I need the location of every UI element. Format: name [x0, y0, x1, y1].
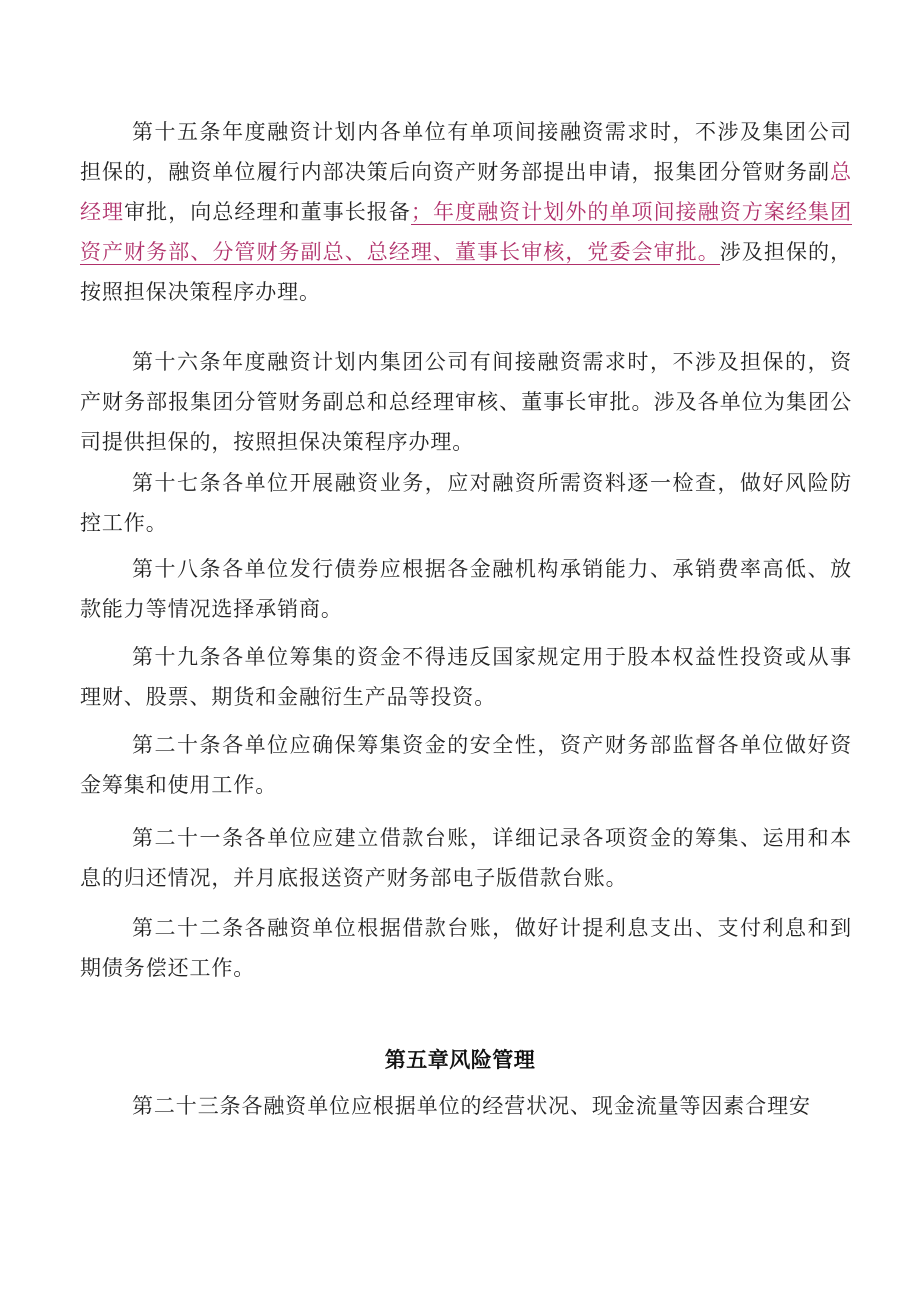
article-16: 第十六条年度融资计划内集团公司有间接融资需求时，不涉及担保的，资产财务部报集团分管财务副总和总经理审核、董事长审批。涉及各单位为集团公司提供担保的，按照担保决策程序办理。 — [80, 350, 852, 454]
article-15-revision: ；年度融资计划外的单项间接融资方案经集团资产财务部、分管财务副总、总经理、董事长审核，党委会审批。 — [80, 200, 852, 264]
chapter-5-title: 第五章风险管理 — [384, 1048, 536, 1072]
article-21: 第二十一条各单位应建立借款台账，详细记录各项资金的筹集、运用和本息的归还情况，并月底报送资产财务部电子版借款台账。 — [80, 826, 852, 890]
article-15-text-2: 审批，向总经理和董事长报备 — [124, 200, 411, 224]
article-15 — [80, 112, 852, 312]
article-17: 第十七条各单位开展融资业务，应对融资所需资料逐一检查，做好风险防控工作。 — [80, 471, 852, 535]
article-15-text-1: 第十五条年度融资计划内各单位有单项间接融资需求时，不涉及集团公司担保的，融资单位履行内部决策后向资产财务部提出申请，报集团分管财务副 — [80, 120, 852, 184]
article-15-text-3: 涉及担保的，按照担保决策程序办理。 — [80, 240, 852, 304]
article-23: 第二十三条各融资单位应根据单位的经营状况、现金流量等因素合理安 — [132, 1094, 811, 1118]
article-22: 第二十二条各融资单位根据借款台账，做好计提利息支出、支付利息和到期债务偿还工作。 — [80, 916, 852, 980]
article-20: 第二十条各单位应确保筹集资金的安全性，资产财务部监督各单位做好资金筹集和使用工作。 — [80, 733, 852, 797]
article-18: 第十八条各单位发行债券应根据各金融机构承销能力、承销费率高低、放款能力等情况选择承销商。 — [80, 557, 852, 621]
article-15-highlight: 总经理 — [80, 160, 852, 224]
article-19: 第十九条各单位筹集的资金不得违反国家规定用于股本权益性投资或从事理财、股票、期货和金融衍生产品等投资。 — [80, 645, 852, 709]
